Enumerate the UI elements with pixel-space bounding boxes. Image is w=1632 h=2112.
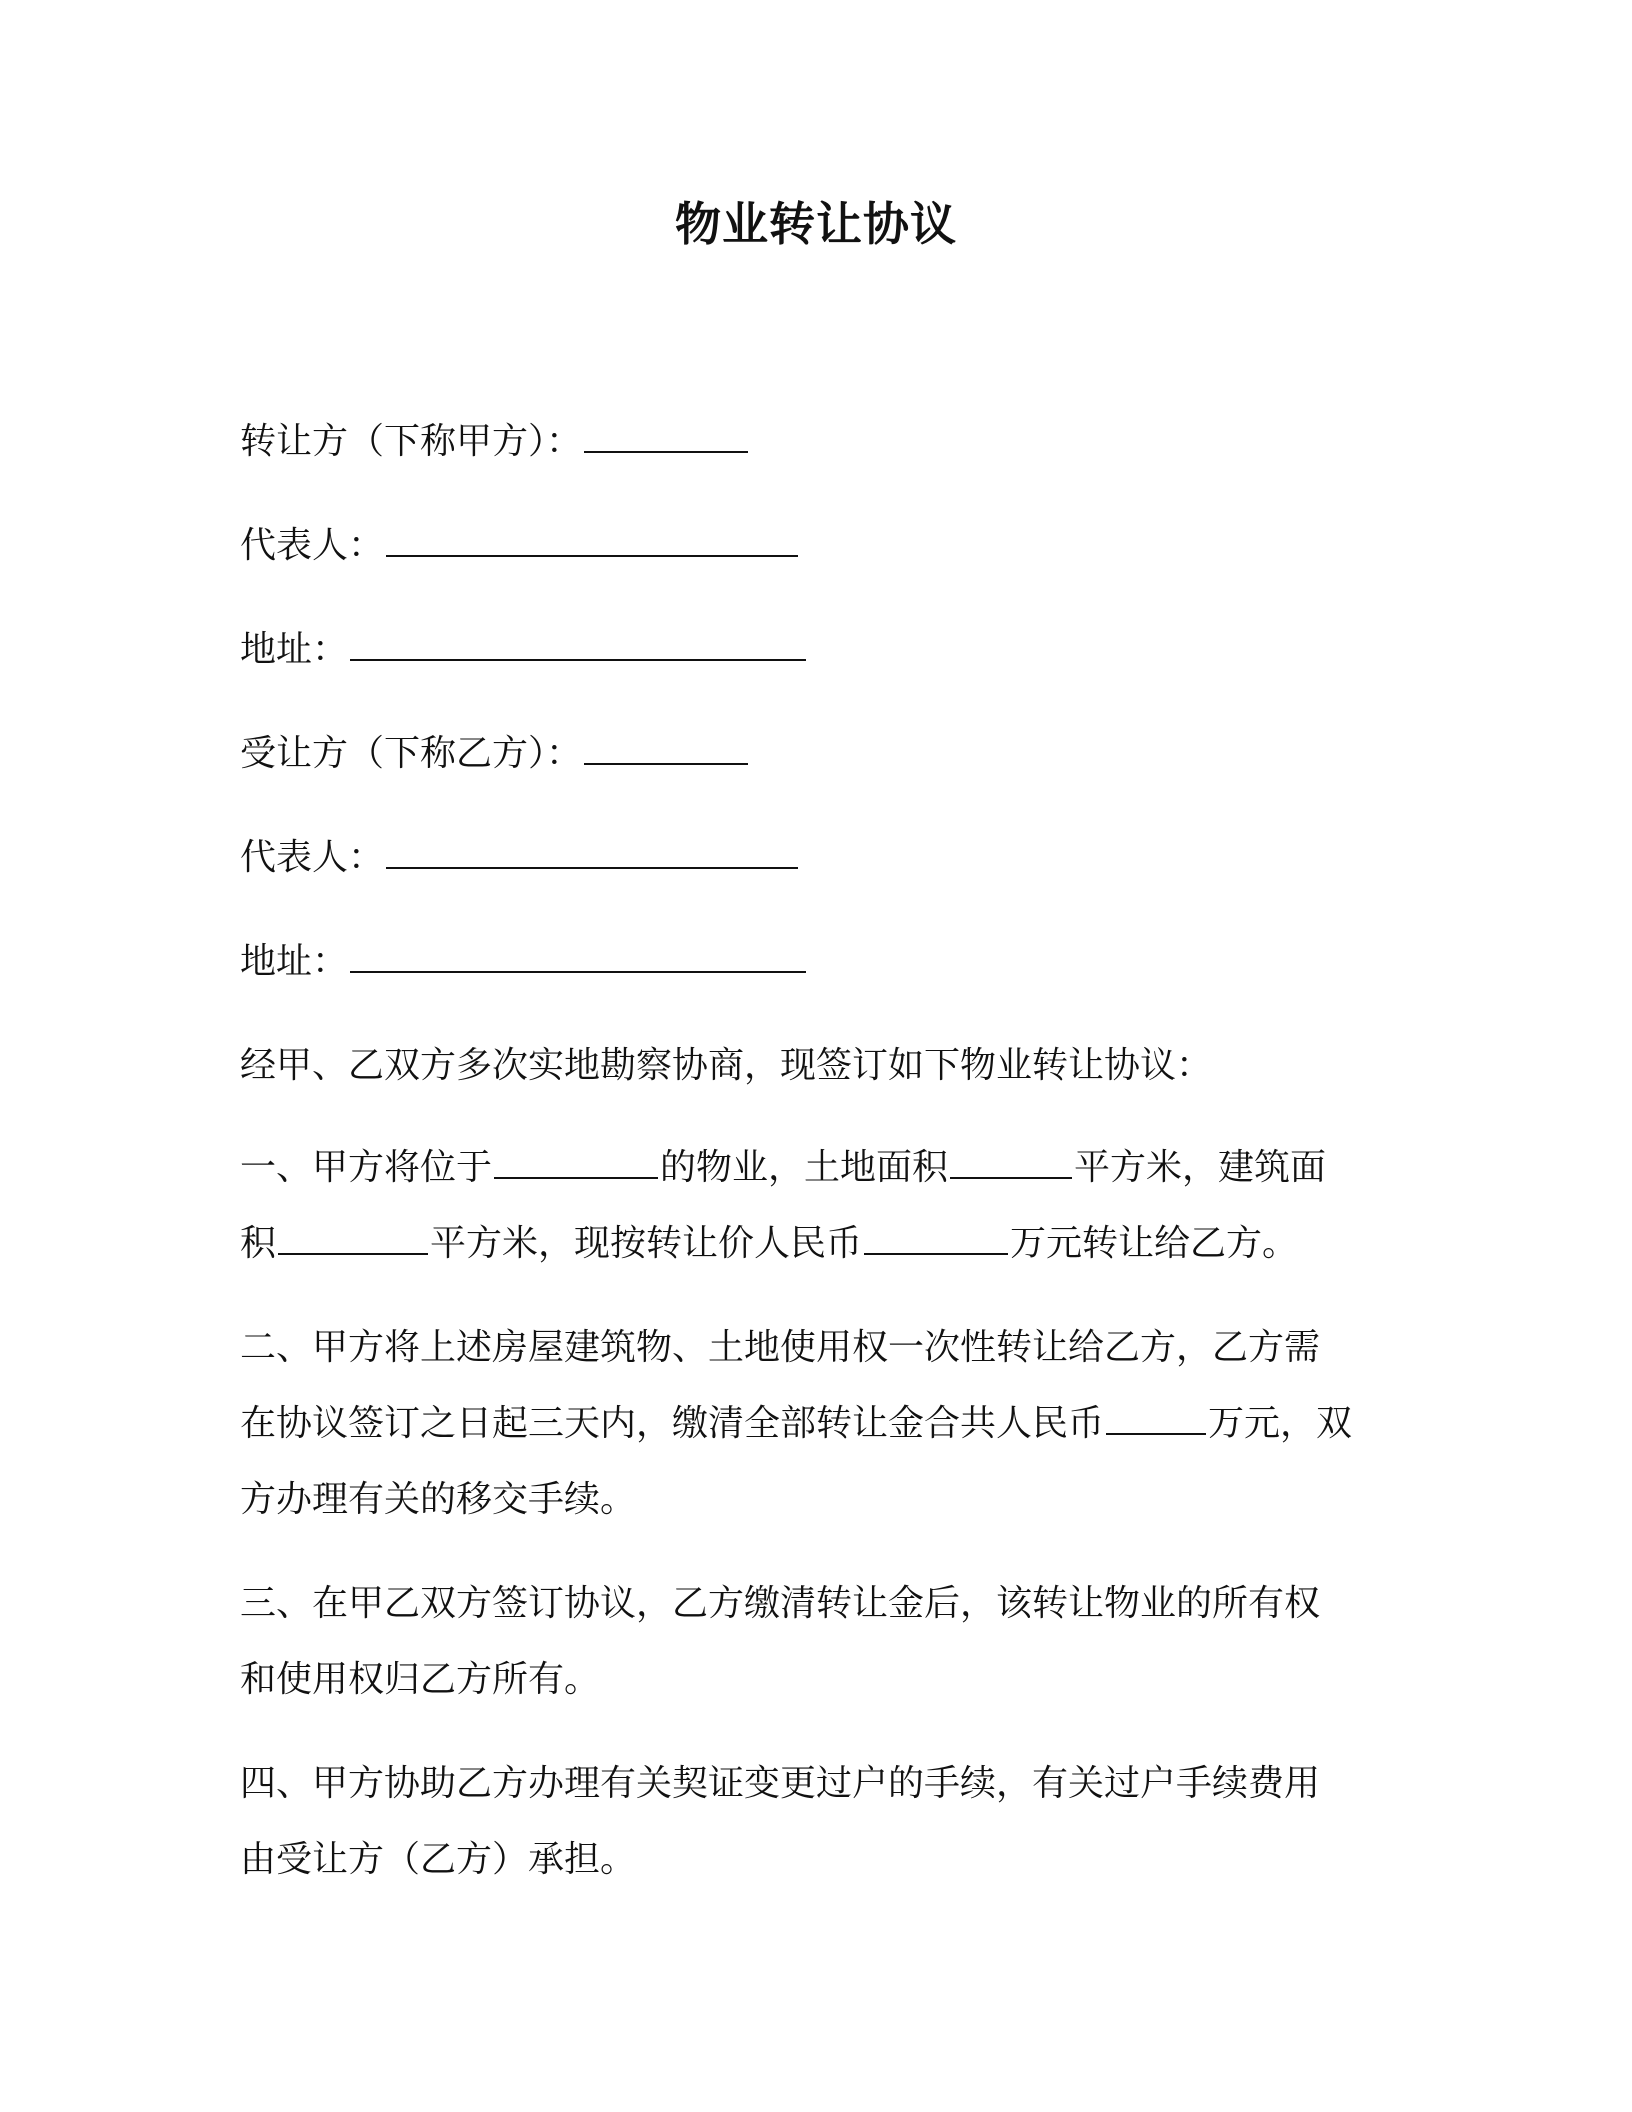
location-blank[interactable]: [494, 1143, 658, 1179]
transferor-rep-line: [240, 521, 1400, 571]
clause1-part6: 万元转让给乙方。: [1010, 1223, 1299, 1264]
clause2-part-b: 万元，双: [1208, 1403, 1353, 1444]
transferee-line: [240, 729, 1400, 779]
transferor-blank[interactable]: [584, 417, 748, 453]
clause4-line2: 由受让方（乙方）承担。: [240, 1839, 637, 1880]
land-area-blank[interactable]: [950, 1143, 1072, 1179]
transferor-line: [240, 417, 1400, 467]
transferor-addr-label: 地址：: [240, 629, 349, 670]
clause1-part1: 一、甲方将位于: [240, 1147, 493, 1188]
clause4-line1: 四、甲方协助乙方办理有关契证变更过户的手续，有关过户手续费用: [240, 1763, 1321, 1804]
clause1-part5: 平方米，现按转让价人民币: [430, 1223, 863, 1264]
transferor-rep-label: 代表人：: [240, 525, 385, 566]
transferor-addr-line: [240, 625, 1400, 675]
transferee-rep-label: 代表人：: [240, 837, 385, 878]
transferee-rep-blank[interactable]: [386, 833, 798, 869]
clause1-line2: [240, 1219, 1400, 1269]
clause3-line1: 三、在甲乙双方签订协议，乙方缴清转让金后，该转让物业的所有权: [240, 1583, 1321, 1624]
building-area-blank[interactable]: [278, 1219, 428, 1255]
transferee-blank[interactable]: [584, 729, 748, 765]
transferor-rep-blank[interactable]: [386, 521, 798, 557]
clause1-line1: [240, 1143, 1400, 1193]
price-blank[interactable]: [864, 1219, 1008, 1255]
transferee-addr-blank[interactable]: [350, 937, 806, 973]
clause2-line3: 方办理有关的移交手续。: [240, 1479, 637, 1520]
transferee-addr-label: 地址：: [240, 941, 349, 982]
clause2-line1: 二、甲方将上述房屋建筑物、土地使用权一次性转让给乙方，乙方需: [240, 1327, 1321, 1368]
transferee-addr-line: [240, 937, 1400, 987]
transferee-rep-line: [240, 833, 1400, 883]
transferor-addr-blank[interactable]: [350, 625, 806, 661]
transferor-label: 转让方（下称甲方）：: [240, 421, 583, 462]
intro-text: 经甲、乙双方多次实地勘察协商，现签订如下物业转让协议：: [240, 1045, 1213, 1086]
total-payment-blank[interactable]: [1106, 1399, 1206, 1435]
transferee-label: 受让方（下称乙方）：: [240, 733, 583, 774]
clause3-line2: 和使用权归乙方所有。: [240, 1659, 601, 1700]
clause2-line2: [240, 1399, 1400, 1449]
clause1-part2: 的物业，土地面积: [660, 1147, 949, 1188]
clause1-part3: 平方米，建筑面: [1074, 1147, 1327, 1188]
document-title: 物业转让协议: [675, 197, 957, 251]
clause1-part4: 积: [240, 1223, 277, 1264]
clause2-part-a: 在协议签订之日起三天内，缴清全部转让金合共人民币: [240, 1403, 1105, 1444]
